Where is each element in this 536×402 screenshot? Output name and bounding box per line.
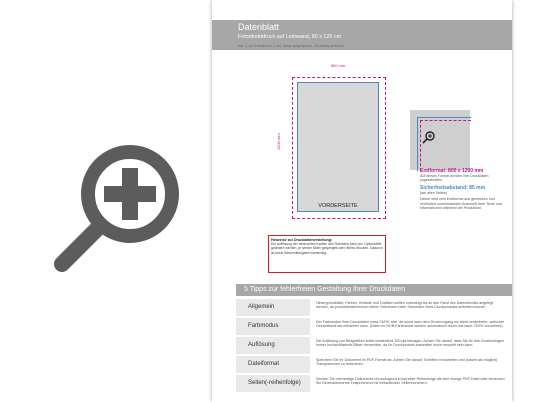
small-zoom-icon xyxy=(422,130,436,144)
tip-label: Allgemein xyxy=(236,299,310,316)
hint-box xyxy=(268,235,386,273)
datasheet-page xyxy=(212,0,512,402)
endformat-text: Auf dieses Format werden Ihre Druckdaten zugeschnitten. xyxy=(420,174,489,183)
tip-row xyxy=(236,356,512,373)
hint-text: Die Auflösung der bedruckten Kanten des Rahmens kann pro Optionsfeld geändert werden, je wieder Motiv gespiegelt oder Weiss drucken. Dadurch ist keine Beschnittzugabe notwendig. xyxy=(271,242,383,255)
tip-text: Der Farbmodus Ihrer Druckdaten muss CMYK sein, da sonst nach dem Druckvorgang ein leicht veränderter, optischer Gesamteindruck entstehen kann. (Daten im RGB-Farbmodus werden automatisch durch uns nach CMYK konvertiert). xyxy=(316,320,504,329)
tip-label: Farbmodus xyxy=(236,318,310,335)
height-label: 1200 mm xyxy=(276,133,281,150)
tip-text: Senden Sie mehrseitige Dokumente chronologisch in korrekter Reihenfolge als eine einzige PDF-Datei oder benennen Sie Einzeldokumente entsprechend mit fortlaufenden Seitennummern. xyxy=(316,377,505,386)
tips-title: 5 Tipps zur fehlerfreien Gestaltung Ihrer Druckdaten xyxy=(244,286,406,293)
zoom-in-button[interactable] xyxy=(48,128,198,278)
tip-text: Hintergrundbilder, Farben, Verläufe und Grafiken sollten unbedingt bis an den Rand des Datenformats angelegt werden, da produktionstechnisch kleine Toleranzen beim Schneiden Ihres Druckprodukts auftreten können. xyxy=(316,301,494,310)
tip-label: Seiten(-reihenfolge) xyxy=(236,375,310,392)
page-title: Datenblatt xyxy=(238,22,280,32)
corner-endformat-line xyxy=(420,120,471,171)
format-explanation xyxy=(420,168,502,212)
hint-title: Hinweise zur Druckdatenerstellung: xyxy=(271,238,333,242)
safety-subtext: (auf allen Seiten) xyxy=(420,190,448,195)
tip-row xyxy=(236,375,512,392)
magnifier-plus-icon xyxy=(48,128,198,278)
tip-label: Auflösung xyxy=(236,337,310,354)
front-side-label: VORDERSEITE xyxy=(318,203,358,209)
width-dimension xyxy=(292,63,384,73)
product-note: inkl. 3 cm Keilrahmen 4 cm, fertig aufgespannt, 4/0-farbig bedruckt xyxy=(238,44,344,48)
tip-row xyxy=(236,318,512,335)
safety-heading: Sicherheitsabstand: 85 mm xyxy=(420,184,486,191)
tip-label: Dateiformat xyxy=(236,356,310,373)
corner-detail xyxy=(410,110,470,170)
tip-text: Die Auflösung von Bildgrafiken sollte mindestens 300 dpi betragen. Achten Sie darauf, dass Sie für Ihre Druckvorlagen immer hochauflösende Bilder verwenden, da Ihr Druckprodukt ansonsten leicht verpixelt sein kann. xyxy=(316,339,505,348)
width-label: 800 mm xyxy=(330,63,346,68)
tip-text: Speichern Sie Ihr Dokument im PDF-Format ab. Achten Sie darauf, Schriften einzubetten und (soweit als möglich) Transparenzen zu reduzieren. xyxy=(316,358,498,367)
page-subtitle: Fotodirektdruck auf Leinwand, 80 x 120 cm xyxy=(238,34,342,40)
safety-area xyxy=(297,82,379,212)
endformat-heading: Endformat: 800 x 1200 mm xyxy=(420,168,484,174)
tip-row xyxy=(236,299,512,316)
safety-text: Dieser wird vom Endformat aus gemessen und verhindert unerwünschten Anschnitt Ihrer Texte und Informationen während der Produktion. xyxy=(420,197,502,211)
tip-row xyxy=(236,337,512,354)
